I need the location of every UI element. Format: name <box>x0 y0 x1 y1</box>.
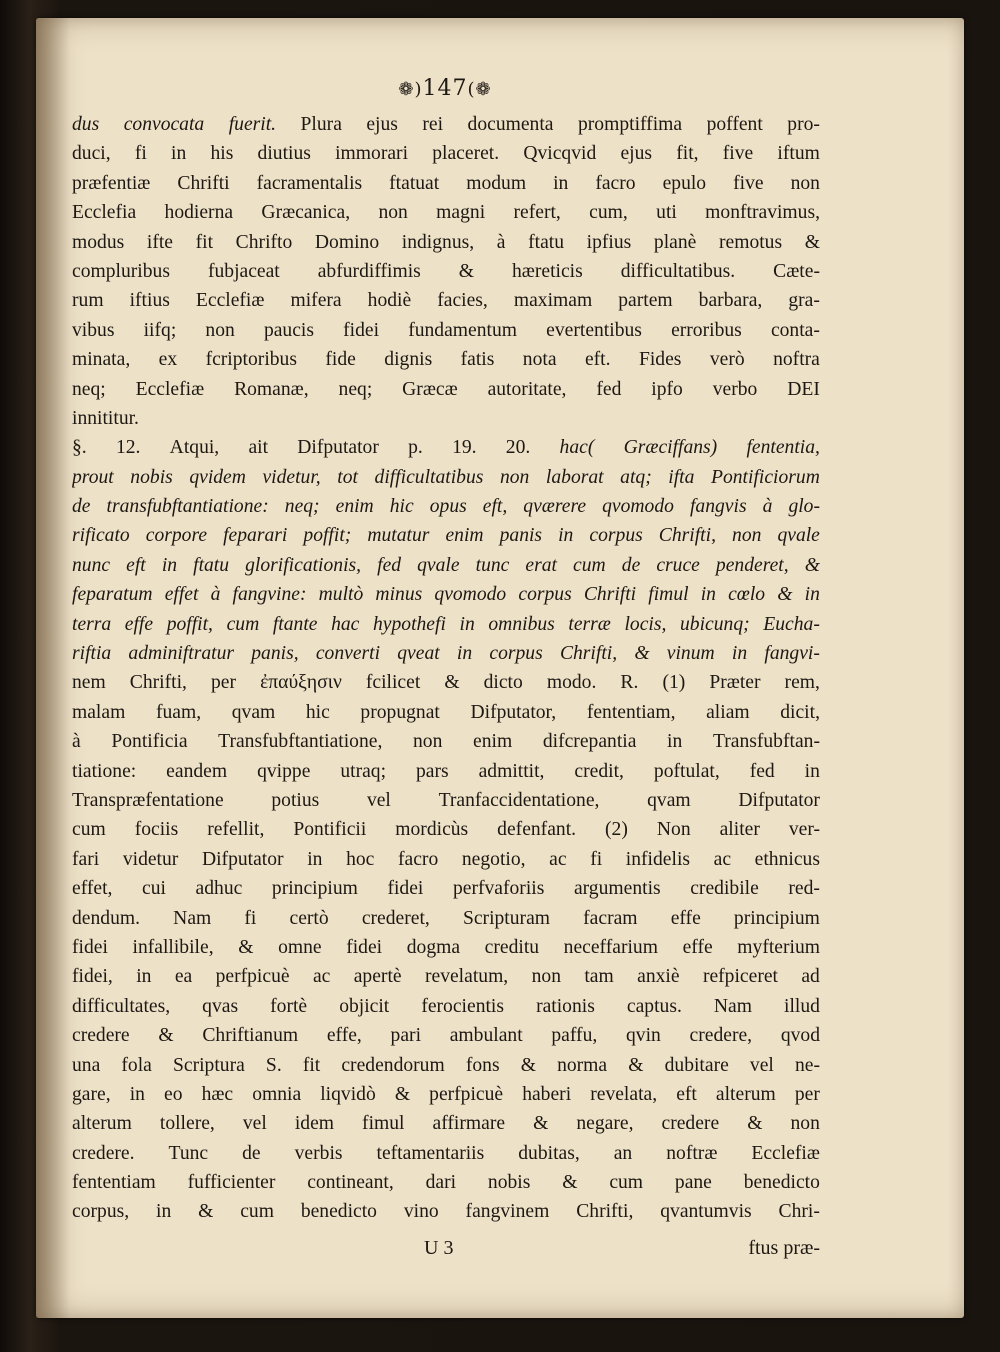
text-line: riftia adminiftratur panis, converti qveat in corpus Chrifti, & vinum in fangvi- <box>72 643 820 665</box>
text-line: fententiam fufficienter contineant, dari nobis & cum pane benedicto <box>72 1172 820 1194</box>
text-line: nunc eft in ftatu glorificationis, fed qvale tunc erat cum de cruce penderet, & <box>72 554 820 576</box>
text-line: nem Chrifti, per ἐπαύξησιν fcilicet & dicto modo. R. (1) Præter rem, <box>72 672 820 694</box>
text-line: præfentiæ Chrifti facramentalis ftatuat modum in facro epulo five non <box>72 172 820 194</box>
text-line: prout nobis qvidem videtur, tot difficultatibus non laborat atq; ifta Pontificiorum <box>72 466 820 488</box>
text-line: credere & Chriftianum effe, pari ambulant paffu, qvin credere, qvod <box>72 1025 820 1047</box>
text-line: credere. Tunc de verbis teftamentariis dubitas, an noftræ Ecclefiæ <box>72 1142 820 1164</box>
text-line: feparatum effet à fangvine: multò minus qvomodo corpus Chrifti fimul in cœlo & in <box>72 584 820 606</box>
page-header <box>345 76 545 101</box>
text-line: modus ifte fit Chrifto Domino indignus, à ftatu ipfius planè remotus & <box>72 231 820 253</box>
text-line: difficultates, qvas fortè objicit ferocientis rationis captus. Nam illud <box>72 995 820 1017</box>
text-line: dus convocata fuerit. Plura ejus rei documenta promptiffima poffent pro- <box>72 114 820 135</box>
text-line: innititur. <box>72 407 139 429</box>
text-line: terra effe poffit, cum ftante hac hypothefi in omnibus terræ locis, ubicunq; Eucha- <box>72 613 820 635</box>
text-line: duci, fi in his diutius immorari placeret. Qvicqvid ejus fit, five iftum <box>72 143 820 165</box>
text-line: cum fociis refellit, Pontificii mordicùs defenfant. (2) Non aliter ver- <box>72 819 820 841</box>
text-line: una fola Scriptura S. fit credendorum fons & norma & dubitare vel ne- <box>72 1054 820 1076</box>
text-line: fari videtur Difputator in hoc facro negotio, ac fi infidelis ac ethnicus <box>72 848 820 870</box>
body-text <box>72 110 820 1227</box>
text-line: compluribus fubjaceat abfurdiffimis & hæreticis difficultatibus. Cæte- <box>72 260 820 282</box>
page-number: 147 <box>422 76 468 101</box>
page-footer <box>72 1237 820 1267</box>
text-line: §. 12. Atqui, ait Difputator p. 19. 20. hac( Græciffans) fententia, <box>72 437 820 459</box>
text-line: de transfubftantiatione: neq; enim hic opus eft, qværere qvomodo fangvis à glo- <box>72 496 820 518</box>
text-line: Ecclefia hodierna Græcanica, non magni refert, cum, uti monftravimus, <box>72 202 820 224</box>
page-gutter-shadow <box>36 18 70 1318</box>
text-line: dendum. Nam fi certò crederet, Scripturam facram effe principium <box>72 907 820 929</box>
text-line: rum iftius Ecclefiæ mifera hodiè facies, maximam partem barbara, gra- <box>72 290 820 312</box>
text-line: vibus iifq; non paucis fidei fundamentum evertentibus erroribus conta- <box>72 319 820 341</box>
header-ornament-right: (❁ <box>467 79 492 100</box>
text-line: minata, ex fcriptoribus fide dignis fatis nota eft. Fides verò noftra <box>72 349 820 371</box>
text-line: tiatione: eandem qvippe utraq; pars admittit, credit, poftulat, fed in <box>72 760 820 782</box>
text-line: alterum tollere, vel idem fimul affirmare & negare, credere & non <box>72 1113 820 1135</box>
text-line: fidei infallibile, & omne fidei dogma creditu neceffarium effe myfterium <box>72 936 820 958</box>
text-line: effet, cui adhuc principium fidei perfvaforiis argumentis credibile red- <box>72 878 820 900</box>
text-line: rificato corpore feparari poffit; mutatur enim panis in corpus Chrifti, non qvale <box>72 525 820 547</box>
text-line: Transpræfentatione potius vel Tranfaccidentatione, qvam Difputator <box>72 789 820 811</box>
text-line: fidei, in ea perfpicuè ac apertè revelatum, non tam anxiè refpiceret ad <box>72 966 820 988</box>
text-line: gare, in eo hæc omnia liqvidò & perfpicuè haberi revelata, eft alterum per <box>72 1083 820 1105</box>
text-line: malam fuam, qvam hic propugnat Difputator, fententiam, aliam dicit, <box>72 701 820 723</box>
signature-mark: U 3 <box>424 1237 454 1259</box>
header-ornament-left: ❁) <box>398 79 423 100</box>
text-line: à Pontificia Transfubftantiatione, non enim difcrepantia in Transfubftan- <box>72 731 820 753</box>
text-line: corpus, in & cum benedicto vino fangvinem Chrifti, qvantumvis Chri- <box>72 1201 820 1223</box>
catchword: ftus præ- <box>748 1237 820 1259</box>
text-line: neq; Ecclefiæ Romanæ, neq; Græcæ autoritate, fed ipfo verbo DEI <box>72 378 820 400</box>
